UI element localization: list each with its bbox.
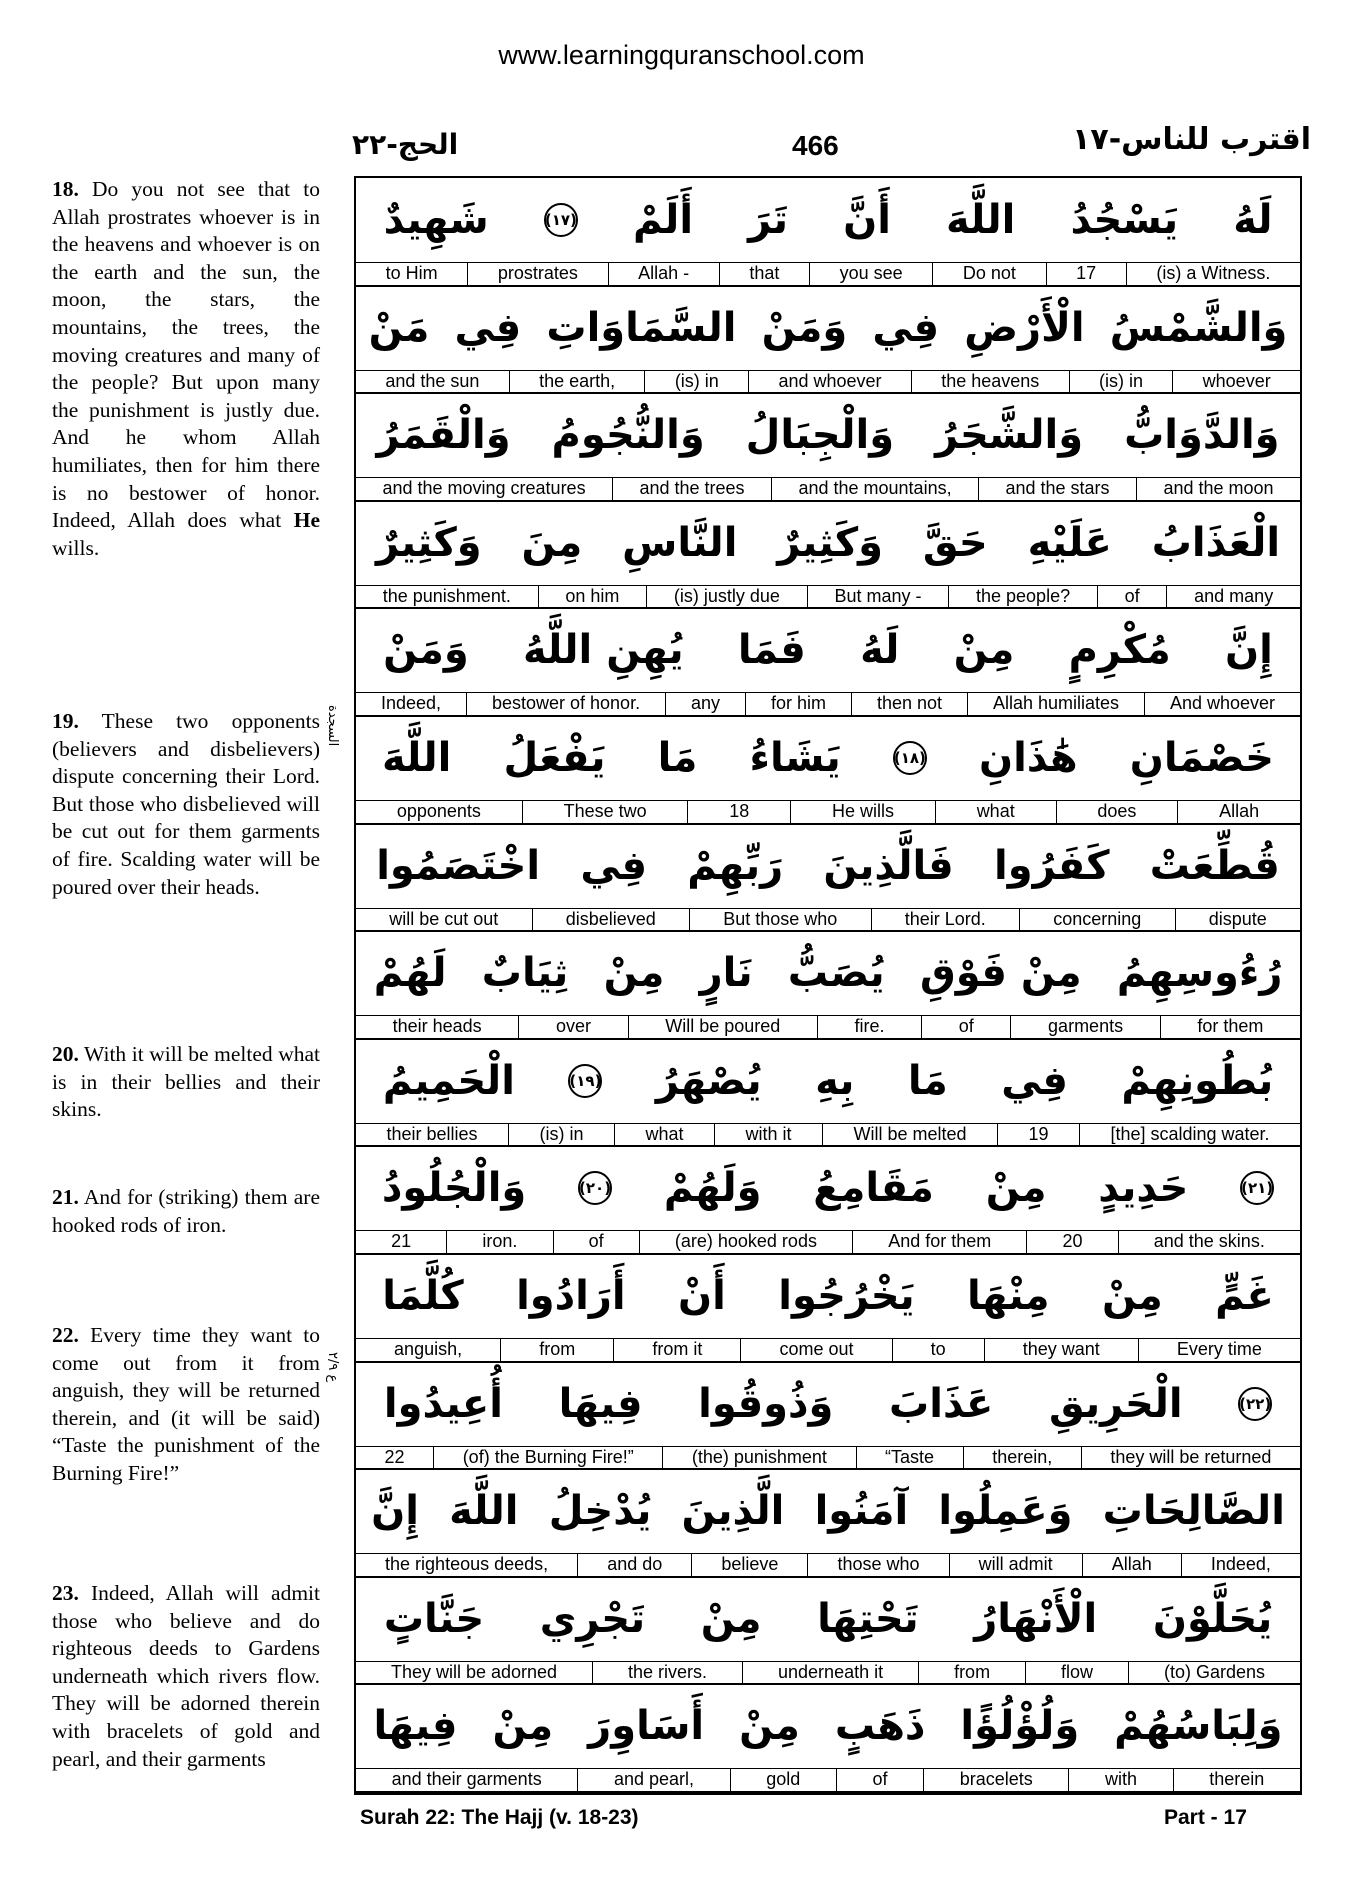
english-word-cell: iron. bbox=[447, 1230, 553, 1253]
arabic-word: الْأَرْضِ bbox=[964, 304, 1085, 351]
grid-row bbox=[356, 824, 1300, 932]
english-word-cell: the earth, bbox=[510, 370, 646, 393]
arabic-word: فِيهَا bbox=[558, 1380, 643, 1427]
arabic-line bbox=[356, 1362, 1300, 1447]
translation-verse-21 bbox=[52, 1184, 320, 1239]
english-line bbox=[356, 800, 1300, 825]
arabic-word: السَّمَاوَاتِ bbox=[546, 304, 737, 351]
english-word-cell: that bbox=[720, 262, 810, 285]
arabic-word: وَالشَّجَرُ bbox=[935, 412, 1084, 459]
verse-text: With it will be melted what is in their bellies and their skins. bbox=[52, 1042, 320, 1122]
english-word-cell: (is) a Witness. bbox=[1156, 263, 1271, 283]
arabic-word: إِنَّ bbox=[1225, 627, 1273, 674]
arabic-word: آمَنُوا bbox=[814, 1488, 909, 1535]
english-word-cell: (the) punishment bbox=[663, 1446, 856, 1469]
english-word-cell: you see bbox=[810, 262, 933, 285]
english-word-cell: whoever bbox=[1202, 370, 1271, 391]
part-label: Part - 17 bbox=[1164, 1806, 1247, 1829]
arabic-word: نَارٍ bbox=[699, 950, 753, 997]
arabic-line bbox=[356, 931, 1300, 1016]
translation-verse-19 bbox=[52, 708, 320, 901]
arabic-word: يُهِنِ اللَّهُ bbox=[522, 627, 684, 674]
english-word-cell: bestower of honor. bbox=[467, 692, 666, 715]
english-word-cell: Do not bbox=[933, 262, 1046, 285]
arabic-line bbox=[356, 1146, 1300, 1231]
arabic-word: اخْتَصَمُوا bbox=[376, 842, 541, 889]
english-word-cell: what bbox=[615, 1123, 715, 1146]
english-word-cell: 18 bbox=[688, 800, 791, 823]
english-word-cell: (to) Gardens bbox=[1163, 1661, 1266, 1682]
translation-verse-18 bbox=[52, 176, 320, 562]
arabic-word: فَالَّذِينَ bbox=[823, 842, 954, 889]
english-word-cell: 22 bbox=[356, 1446, 434, 1469]
english-word-cell: the punishment. bbox=[356, 585, 539, 608]
arabic-word: ثِيَابٌ bbox=[481, 950, 569, 997]
english-word-cell: dispute bbox=[1208, 908, 1267, 929]
english-word-cell: then not bbox=[852, 692, 968, 715]
english-word-cell: He wills bbox=[791, 800, 936, 823]
english-word-cell: they will be returned bbox=[1110, 1446, 1272, 1467]
arabic-word: الْحَرِيقِ bbox=[1049, 1380, 1183, 1427]
english-word-cell: (is) in bbox=[509, 1123, 615, 1146]
verse-end-marker: (٢٠) bbox=[578, 1171, 612, 1205]
english-line bbox=[356, 1768, 1300, 1793]
arabic-word: رُءُوسِهِمُ bbox=[1116, 950, 1283, 997]
arabic-word: وَعَمِلُوا bbox=[938, 1488, 1073, 1535]
english-word-cell: garments bbox=[1011, 1015, 1160, 1038]
arabic-line bbox=[356, 608, 1300, 693]
arabic-word: وَالْجُلُودُ bbox=[381, 1165, 527, 1212]
english-word-cell: (are) hooked rods bbox=[640, 1230, 853, 1253]
english-word-cell: and the sun bbox=[356, 370, 510, 393]
english-word-cell: 17 bbox=[1047, 262, 1127, 285]
arabic-word: وَكَثِيرٌ bbox=[777, 519, 883, 566]
english-word-cell: with bbox=[1069, 1768, 1173, 1791]
verse-end-marker: (١٧) bbox=[544, 203, 578, 237]
arabic-word: خَصْمَانِ bbox=[1129, 735, 1274, 781]
arabic-word: وَذُوقُوا bbox=[698, 1380, 834, 1427]
english-word-cell: gold bbox=[731, 1768, 837, 1791]
translation-verse-23 bbox=[52, 1580, 320, 1773]
arabic-word: وَمَنْ bbox=[761, 304, 848, 351]
english-word-cell: bracelets bbox=[924, 1768, 1069, 1791]
english-word-cell: prostrates bbox=[468, 262, 608, 285]
arabic-word: يَخْرُجُوا bbox=[778, 1273, 915, 1319]
english-word-cell: for him bbox=[746, 692, 852, 715]
arabic-line bbox=[356, 716, 1300, 801]
english-word-cell: But those who bbox=[690, 908, 872, 931]
english-word-cell: of bbox=[1098, 585, 1168, 608]
surah-label: Surah 22: The Hajj (v. 18-23) bbox=[360, 1806, 639, 1829]
english-line bbox=[356, 692, 1300, 717]
arabic-word: ذَهَبٍ bbox=[834, 1703, 926, 1750]
arabic-word: يَسْجُدُ bbox=[1070, 197, 1179, 243]
english-word-cell: of bbox=[922, 1015, 1011, 1038]
arabic-word: مِنْ bbox=[603, 950, 665, 997]
arabic-word: يُحَلَّوْنَ bbox=[1152, 1595, 1273, 1642]
english-word-cell: from bbox=[501, 1338, 614, 1361]
arabic-word: بُطُونِهِمْ bbox=[1121, 1057, 1274, 1104]
english-word-cell: of bbox=[554, 1230, 640, 1253]
arabic-word: وَلِبَاسُهُمْ bbox=[1114, 1703, 1283, 1750]
english-word-cell: and do bbox=[578, 1553, 692, 1576]
english-word-cell: with it bbox=[715, 1123, 823, 1146]
arabic-word: مِنْهَا bbox=[967, 1273, 1050, 1319]
arabic-word: وَلُؤْلُؤًا bbox=[960, 1703, 1080, 1750]
arabic-word: مِنْ bbox=[1101, 1273, 1163, 1319]
english-word-cell: These two bbox=[523, 800, 689, 823]
arabic-word: مِنْ bbox=[953, 627, 1015, 674]
arabic-word: فِي bbox=[580, 842, 648, 889]
english-word-cell: (of) the Burning Fire!” bbox=[434, 1446, 663, 1469]
english-word-cell: But many - bbox=[808, 585, 950, 608]
arabic-word: هَٰذَانِ bbox=[978, 735, 1078, 781]
arabic-word: وَمَنْ bbox=[383, 627, 469, 674]
arabic-word: لَهُ bbox=[1233, 197, 1273, 243]
english-word-cell: and the skins. bbox=[1153, 1231, 1265, 1252]
arabic-line bbox=[356, 1684, 1300, 1769]
grid-row bbox=[356, 178, 1300, 286]
english-word-cell: Will be melted bbox=[823, 1123, 998, 1146]
english-word-cell: flow bbox=[1026, 1661, 1129, 1684]
arabic-line bbox=[356, 1577, 1300, 1662]
arabic-word: يُدْخِلُ bbox=[548, 1488, 652, 1535]
english-word-cell: their bellies bbox=[356, 1123, 509, 1146]
arabic-word: وَالدَّوَابُّ bbox=[1124, 412, 1280, 459]
arabic-word: تَحْتِهَا bbox=[817, 1595, 919, 1642]
english-word-cell: 21 bbox=[356, 1230, 447, 1253]
english-line bbox=[356, 477, 1300, 502]
arabic-word: تَجْرِي bbox=[539, 1595, 646, 1642]
verse-text-end: wills. bbox=[52, 535, 100, 560]
english-word-cell: their Lord. bbox=[872, 908, 1020, 931]
arabic-word: بِهِ bbox=[815, 1057, 855, 1104]
arabic-word: يَفْعَلُ bbox=[503, 735, 606, 781]
grid-row bbox=[356, 608, 1300, 716]
arabic-word: غَمٍّ bbox=[1215, 1273, 1274, 1319]
verse-end-marker: (٢١) bbox=[1240, 1171, 1274, 1205]
arabic-word: الْحَمِيمُ bbox=[382, 1057, 515, 1104]
english-word-cell: And for them bbox=[853, 1230, 1027, 1253]
arabic-word: لَهُ bbox=[860, 627, 900, 674]
arabic-word: يُصْهَرُ bbox=[655, 1057, 762, 1104]
arabic-word: إِنَّ bbox=[371, 1488, 419, 1535]
grid-row bbox=[356, 501, 1300, 609]
english-word-cell: of bbox=[837, 1768, 924, 1791]
grid-row bbox=[356, 716, 1300, 824]
arabic-word: وَالشَّمْسُ bbox=[1109, 304, 1288, 351]
arabic-word: تَرَ bbox=[748, 197, 789, 243]
english-word-cell: to bbox=[893, 1338, 985, 1361]
grid-row bbox=[356, 1469, 1300, 1577]
verse-number: 19. bbox=[52, 709, 79, 733]
translation-verse-20 bbox=[52, 1041, 320, 1124]
arabic-word: وَلَهُمْ bbox=[663, 1165, 762, 1212]
english-word-cell: (is) in bbox=[1070, 370, 1174, 393]
english-word-cell: and many bbox=[1194, 585, 1274, 606]
english-word-cell: “Taste bbox=[857, 1446, 964, 1469]
verse-text: These two opponents (believers and disbelievers) dispute concerning their Lord. But those who disbelieved will be cut out for them garments of fire. Scalding water will be poured over their heads. bbox=[52, 709, 320, 899]
english-word-cell: to Him bbox=[356, 262, 468, 285]
english-word-cell: and the moon bbox=[1163, 478, 1274, 499]
english-line bbox=[356, 1446, 1300, 1471]
arabic-word: الَّذِينَ bbox=[681, 1488, 785, 1535]
english-word-cell: those who bbox=[808, 1553, 949, 1576]
arabic-line bbox=[356, 501, 1300, 586]
english-word-cell: they want bbox=[985, 1338, 1139, 1361]
arabic-word: مِنْ bbox=[492, 1703, 554, 1750]
arabic-word: مِنَ bbox=[521, 519, 583, 566]
english-line bbox=[356, 262, 1300, 287]
english-word-cell: from bbox=[919, 1661, 1026, 1684]
arabic-line bbox=[356, 824, 1300, 909]
arabic-word: أُعِيدُوا bbox=[383, 1380, 503, 1427]
english-word-cell: the people? bbox=[949, 585, 1098, 608]
verse-text: And for (striking) them are hooked rods of iron. bbox=[52, 1185, 320, 1237]
verse-end-marker: (١٩) bbox=[568, 1064, 602, 1098]
english-word-cell: And whoever bbox=[1169, 693, 1276, 714]
arabic-line bbox=[356, 1254, 1300, 1339]
english-word-cell: Every time bbox=[1176, 1339, 1262, 1359]
english-word-cell: from it bbox=[614, 1338, 741, 1361]
english-word-cell: believe bbox=[692, 1553, 808, 1576]
verse-text: Indeed, Allah will admit those who believe and do righteous deeds to Gardens underneath which rivers flow. They will be adorned therein with bracelets of gold and pearl, and their garments bbox=[52, 1581, 320, 1771]
grid-row bbox=[356, 286, 1300, 394]
translation-verse-22 bbox=[52, 1322, 320, 1488]
english-word-cell: come out bbox=[741, 1338, 892, 1361]
arabic-line bbox=[356, 178, 1300, 263]
verse-number: 20. bbox=[52, 1042, 79, 1066]
verse-number: 21. bbox=[52, 1185, 79, 1209]
arabic-word: كَفَرُوا bbox=[994, 842, 1110, 889]
english-line bbox=[356, 1661, 1300, 1686]
english-word-cell: and their garments bbox=[356, 1768, 578, 1791]
english-word-cell: therein, bbox=[964, 1446, 1082, 1469]
english-word-cell: and pearl, bbox=[578, 1768, 730, 1791]
english-line bbox=[356, 908, 1300, 933]
arabic-word: مِنْ bbox=[985, 1165, 1047, 1212]
grid-row bbox=[356, 1039, 1300, 1147]
site-url: www.learningquranschool.com bbox=[498, 40, 865, 70]
arabic-word: عَذَابَ bbox=[889, 1380, 994, 1427]
arabic-word: وَالنُّجُومُ bbox=[551, 412, 705, 459]
english-word-cell: any bbox=[666, 692, 746, 715]
arabic-word: فِي bbox=[1001, 1057, 1068, 1104]
grid-row bbox=[356, 931, 1300, 1039]
arabic-word: يُصَبُّ bbox=[787, 950, 885, 997]
arabic-word: أَرَادُوا bbox=[516, 1273, 626, 1319]
juz-tag: اقترب للناس-١٧ bbox=[1072, 122, 1311, 157]
arabic-word: وَالْجِبَالُ bbox=[745, 412, 895, 459]
grid-row bbox=[356, 1684, 1300, 1792]
english-word-cell: Indeed, bbox=[1210, 1554, 1271, 1575]
english-line bbox=[356, 1015, 1300, 1040]
english-word-cell: the heavens bbox=[912, 370, 1070, 393]
english-word-cell: anguish, bbox=[356, 1338, 501, 1361]
english-line bbox=[356, 585, 1300, 610]
arabic-word: أَنَّ bbox=[843, 197, 891, 243]
english-word-cell: underneath it bbox=[743, 1661, 919, 1684]
english-word-cell: 20 bbox=[1027, 1230, 1118, 1253]
grid-row bbox=[356, 1577, 1300, 1685]
english-line bbox=[356, 1338, 1300, 1363]
english-word-cell: their heads bbox=[356, 1015, 519, 1038]
english-line bbox=[356, 1553, 1300, 1578]
arabic-word: أَسَاوِرَ bbox=[588, 1703, 705, 1750]
english-line bbox=[356, 1123, 1300, 1148]
english-word-cell: (is) in bbox=[645, 370, 749, 393]
english-word-cell: will admit bbox=[950, 1553, 1083, 1576]
grid-row bbox=[356, 393, 1300, 501]
arabic-word: مِنْ bbox=[700, 1595, 762, 1642]
english-word-cell: and the mountains, bbox=[772, 477, 979, 500]
arabic-word: مَقَامِعُ bbox=[813, 1165, 934, 1212]
sajda-mark: السجدة bbox=[325, 705, 340, 747]
arabic-word: أَنْ bbox=[678, 1273, 726, 1319]
ruku-mark: ع ٢/٩ bbox=[325, 1352, 340, 1383]
english-word-cell: Indeed, bbox=[356, 692, 467, 715]
verse-keyword: He bbox=[293, 508, 320, 533]
arabic-word: فِيهَا bbox=[373, 1703, 458, 1750]
arabic-word: شَهِيدٌ bbox=[383, 197, 489, 243]
arabic-line bbox=[356, 1039, 1300, 1124]
arabic-word: قُطِّعَتْ bbox=[1149, 842, 1280, 889]
english-word-cell: concerning bbox=[1020, 908, 1176, 931]
verse-text: Do you not see that to Allah prostrates whoever is in the heavens and whoever is on the earth and the sun, the moon, the stars, the mountains, the trees, the moving creatures and many of the people? But upon many the punishment is justly due. And he whom Allah humiliates, then for him there is no bestower of honor. Indeed, Allah does what bbox=[52, 177, 320, 533]
arabic-line bbox=[356, 286, 1300, 371]
verse-end-marker: (٢٢) bbox=[1238, 1387, 1272, 1421]
arabic-word: لَهُمْ bbox=[373, 950, 447, 997]
english-word-cell: fire. bbox=[818, 1015, 922, 1038]
arabic-word: مَا bbox=[907, 1057, 948, 1104]
arabic-word: مِنْ bbox=[739, 1703, 800, 1750]
english-word-cell: They will be adorned bbox=[356, 1661, 593, 1684]
arabic-word: رَبِّهِمْ bbox=[687, 842, 784, 889]
english-word-cell: the righteous deeds, bbox=[356, 1553, 578, 1576]
english-word-cell: what bbox=[936, 800, 1057, 823]
arabic-word: النَّاسِ bbox=[622, 519, 738, 566]
grid-row bbox=[356, 1146, 1300, 1254]
english-word-cell: Will be poured bbox=[629, 1015, 818, 1038]
arabic-word: مَنْ bbox=[368, 304, 430, 351]
arabic-word: مُكْرِمٍ bbox=[1068, 627, 1171, 674]
english-line bbox=[356, 370, 1300, 395]
surah-tag: الحج-٢٢ bbox=[352, 128, 459, 161]
arabic-line bbox=[356, 1469, 1300, 1554]
arabic-word: مِنْ فَوْقِ bbox=[919, 950, 1082, 997]
english-word-cell: and the stars bbox=[979, 477, 1137, 500]
english-word-cell: (is) justly due bbox=[647, 585, 808, 608]
english-word-cell: on him bbox=[539, 585, 648, 608]
arabic-word: كُلَّمَا bbox=[382, 1273, 464, 1319]
english-word-cell: Allah humiliates bbox=[968, 692, 1145, 715]
word-by-word-grid bbox=[354, 176, 1302, 1795]
arabic-word: اللَّهَ bbox=[382, 735, 452, 781]
arabic-line bbox=[356, 393, 1300, 478]
arabic-word: حَدِيدٍ bbox=[1098, 1165, 1189, 1212]
english-word-cell: and the moving creatures bbox=[356, 477, 613, 500]
english-word-cell: will be cut out bbox=[356, 908, 533, 931]
arabic-word: وَالْقَمَرُ bbox=[376, 412, 511, 459]
arabic-word: يَشَاءُ bbox=[749, 735, 841, 781]
arabic-word: جَنَّاتٍ bbox=[383, 1595, 485, 1642]
verse-number: 18. bbox=[52, 177, 79, 201]
english-word-cell: therein bbox=[1209, 1769, 1265, 1790]
arabic-word: الصَّالِحَاتِ bbox=[1102, 1488, 1285, 1535]
verse-end-marker: (١٨) bbox=[893, 741, 927, 775]
english-word-cell: Allah - bbox=[609, 262, 720, 285]
arabic-word: فَمَا bbox=[737, 627, 806, 674]
arabic-word: وَكَثِيرٌ bbox=[375, 519, 482, 566]
arabic-word: الْأَنْهَارُ bbox=[974, 1595, 1098, 1642]
english-word-cell: and the trees bbox=[613, 477, 772, 500]
english-word-cell: disbelieved bbox=[533, 908, 691, 931]
english-line bbox=[356, 1230, 1300, 1255]
page-number: 466 bbox=[792, 130, 839, 161]
arabic-word: عَلَيْهِ bbox=[1027, 519, 1112, 566]
verse-number: 22. bbox=[52, 1323, 79, 1347]
english-word-cell: [the] scalding water. bbox=[1110, 1123, 1270, 1144]
english-word-cell: and whoever bbox=[749, 370, 912, 393]
arabic-word: حَقَّ bbox=[922, 519, 988, 566]
english-word-cell: Allah bbox=[1219, 801, 1260, 821]
english-word-cell: 19 bbox=[998, 1123, 1080, 1146]
english-word-cell: opponents bbox=[356, 800, 523, 823]
verse-text: Every time they want to come out from it from anguish, they will be returned therein, and (it will be said) “Taste the punishment of the Burning Fire!” bbox=[52, 1323, 320, 1485]
arabic-word: اللَّهَ bbox=[449, 1488, 519, 1535]
english-word-cell: over bbox=[519, 1015, 628, 1038]
grid-row bbox=[356, 1254, 1300, 1362]
arabic-word: فِي bbox=[454, 304, 522, 351]
english-word-cell: the rivers. bbox=[593, 1661, 743, 1684]
arabic-word: أَلَمْ bbox=[632, 197, 694, 243]
arabic-word: اللَّهَ bbox=[946, 197, 1016, 243]
arabic-word: فِي bbox=[872, 304, 940, 351]
verse-number: 23. bbox=[52, 1581, 79, 1605]
english-word-cell: Allah bbox=[1083, 1553, 1182, 1576]
english-word-cell: for them bbox=[1197, 1016, 1264, 1037]
english-word-cell: does bbox=[1057, 800, 1179, 823]
arabic-word: مَا bbox=[657, 735, 698, 781]
arabic-word: الْعَذَابُ bbox=[1151, 519, 1281, 566]
grid-row bbox=[356, 1362, 1300, 1470]
